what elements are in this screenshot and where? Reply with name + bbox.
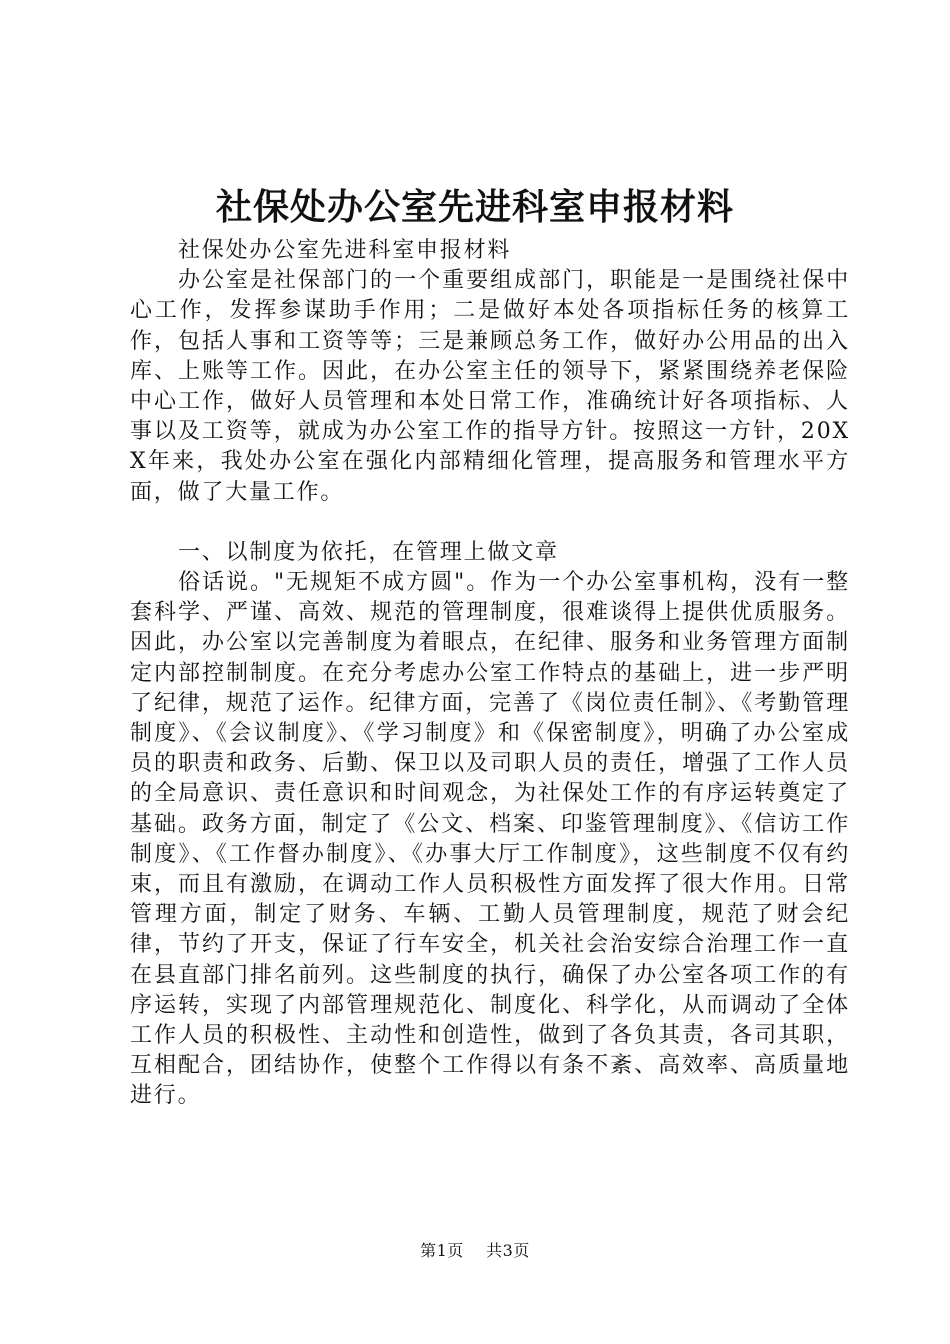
- page-number-total: 共3页: [486, 1241, 530, 1260]
- intro-paragraph: 办公室是社保部门的一个重要组成部门，职能是一是围绕社保中心工作，发挥参谋助手作用；二是做好本处各项指标任务的核算工作，包括人事和工资等等；三是兼顾总务工作，做好办公用品的出入库、上账等工作。因此，在办公室主任的领导下，紧紧围绕养老保险中心工作，做好人员管理和本处日常工作，准确统计好各项指标、人事以及工资等，就成为办公室工作的指导方针。按照这一方针，20XX年来，我处办公室在强化内部精细化管理，提高服务和管理水平方面，做了大量工作。: [130, 268, 850, 505]
- document-title: 社保处办公室先进科室申报材料: [215, 187, 734, 228]
- subtitle-paragraph: 社保处办公室先进科室申报材料: [178, 238, 512, 263]
- document-body: [130, 236, 850, 1112]
- paragraph-spacer: [130, 508, 850, 538]
- section-heading: 一、以制度为依托，在管理上做文章: [178, 539, 559, 565]
- section-paragraph: 俗话说。"无规矩不成方圆"。作为一个办公室事机构，没有一整套科学、严谨、高效、规范的管理制度，很难谈得上提供优质服务。因此，办公室以完善制度为着眼点，在纪律、服务和业务管理方面制定内部控制制度。在充分考虑办公室工作特点的基础上，进一步严明了纪律，规范了运作。纪律方面，完善了《岗位责任制》、《考勤管理制度》、《会议制度》、《学习制度》和《保密制度》，明确了办公室成员的职责和政务、后勤、保卫以及司职人员的责任，增强了工作人员的全局意识、责任意识和时间观念，为社保处工作的有序运转奠定了基础。政务方面，制定了《公文、档案、印鉴管理制度》、《信访工作制度》、《工作督办制度》、《办事大厅工作制度》，这些制度不仅有约束，而且有激励，在调动工作人员积极性方面发挥了很大作用。日常管理方面，制定了财务、车辆、工勤人员管理制度，规范了财会纪律，节约了开支，保证了行车安全，机关社会治安综合治理工作一直在县直部门排名前列。这些制度的执行，确保了办公室各项工作的有序运转，实现了内部管理规范化、制度化、科学化，从而调动了全体工作人员的积极性、主动性和创造性，做到了各负其责，各司其职，互相配合，团结协作，使整个工作得以有条不紊、高效率、高质量地进行。: [130, 570, 850, 1109]
- page-number-current: 第1页: [420, 1241, 464, 1260]
- page-footer: [0, 1240, 950, 1262]
